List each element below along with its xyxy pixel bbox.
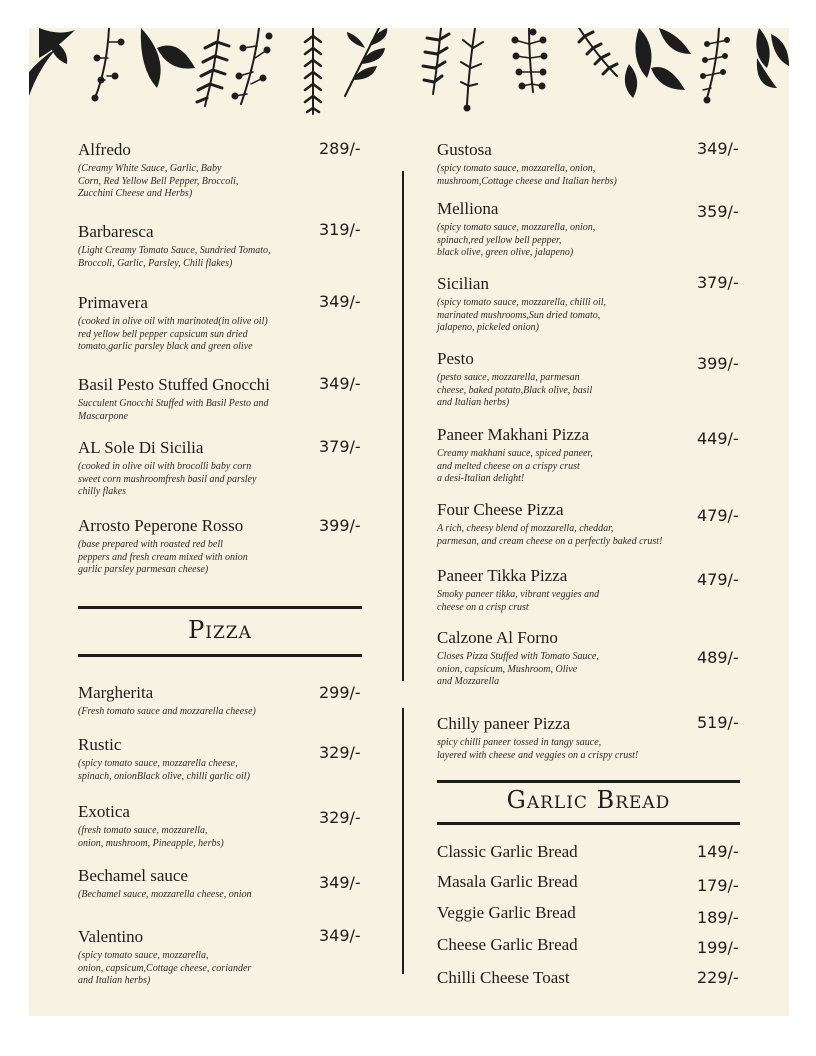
menu-item-price: 379/-: [319, 437, 361, 456]
menu-item-name: Barbaresca: [78, 222, 154, 241]
menu-item: [78, 140, 238, 201]
menu-item-name: Melliona: [437, 199, 499, 218]
menu-item-price: 489/-: [697, 648, 739, 667]
menu-item-description: (pesto sauce, mozzarella, parmesan cheese, baked potato,Black olive, basil and Italian herbs): [437, 372, 593, 408]
menu-item-description: (base prepared with roasted red bell peppers and fresh cream mixed with onion garlic parsley parmesan cheese): [78, 539, 248, 575]
menu-item: [78, 802, 224, 850]
menu-item-name: Rustic: [78, 735, 122, 754]
menu-item: [437, 349, 592, 410]
menu-item-description: (cooked in olive oil with marinoted(in olive oil) red yellow bell pepper capsicum sun dried tomato,garlic parsley black and green olive: [78, 316, 268, 352]
botanical-leaves-icon: [29, 28, 789, 118]
menu-item-description: (Light Creamy Tomato Sauce, Sundried Tomato, Broccoli, Garlic, Parsley, Chili flakes): [78, 245, 271, 269]
menu-item-description: (spicy tomato sauce, mozzarella, onion, mushroom,Cottage cheese and Italian herbs): [437, 163, 617, 187]
column-divider-top: [402, 171, 404, 681]
menu-item-price: 449/-: [697, 429, 739, 448]
garlic-bread-section-title: Garlic Bread: [506, 786, 671, 814]
menu-item-description: Closes Pizza Stuffed with Tomato Sauce, onion, capsicum, Mushroom, Olive and Mozzarella: [437, 651, 599, 687]
menu-page: [29, 28, 789, 1016]
menu-item-price: 519/-: [697, 713, 739, 732]
menu-item-description: (fresh tomato sauce, mozzarella, onion, mushroom, Pineapple, herbs): [78, 825, 224, 849]
menu-item-name: Sicilian: [437, 274, 489, 293]
menu-item: [78, 683, 256, 719]
menu-item-price: 349/-: [697, 139, 739, 158]
menu-item-name: Masala Garlic Bread: [437, 872, 578, 891]
menu-item-name: Classic Garlic Bread: [437, 842, 578, 861]
menu-item-description: (Bechamel sauce, mozzarella cheese, onion: [78, 889, 252, 900]
menu-item: [437, 935, 578, 955]
menu-item: [437, 968, 570, 988]
pizza-title-bottom-rule: [78, 654, 362, 657]
menu-item-price: 399/-: [319, 516, 361, 535]
menu-item-price: 319/-: [319, 220, 361, 239]
menu-item-name: Calzone Al Forno: [437, 628, 558, 647]
menu-item: [78, 222, 271, 270]
menu-item-name: Veggie Garlic Bread: [437, 903, 576, 922]
menu-item: [437, 199, 595, 260]
menu-item-description: Smoky paneer tikka, vibrant veggies and cheese on a crisp crust: [437, 589, 600, 613]
menu-item-price: 299/-: [319, 683, 361, 702]
garlic-title-bottom-rule: [437, 822, 740, 825]
menu-item-name: Chilly paneer Pizza: [437, 714, 571, 733]
garlic-title-top-rule: [437, 780, 740, 783]
menu-item: [78, 735, 250, 783]
menu-item-name: Pesto: [437, 349, 474, 368]
menu-item-name: Margherita: [78, 683, 154, 702]
menu-item-price: 379/-: [697, 273, 739, 292]
menu-item-price: 399/-: [697, 354, 739, 373]
menu-item-description: (spicy tomato sauce, mozzarella, chilli oil, marinated mushrooms,Sun dried tomato, jalapeno, pickeled onion): [437, 297, 607, 333]
menu-item-name: Basil Pesto Stuffed Gnocchi: [78, 375, 270, 394]
menu-item: [437, 628, 599, 689]
menu-item-price: 329/-: [319, 808, 361, 827]
pizza-section-title: Pizza: [188, 616, 252, 644]
menu-item: [437, 872, 578, 892]
menu-item-name: Gustosa: [437, 140, 492, 159]
menu-item-name: Arrosto Peperone Rosso: [78, 516, 244, 535]
menu-item-description: (spicy tomato sauce, mozzarella, onion, capsicum,Cottage cheese, coriander and Italian herbs): [78, 950, 252, 986]
menu-item-price: 479/-: [697, 570, 739, 589]
menu-item-name: Chilli Cheese Toast: [437, 968, 570, 987]
menu-item-name: Paneer Tikka Pizza: [437, 566, 568, 585]
menu-item-name: Cheese Garlic Bread: [437, 935, 578, 954]
menu-item-description: Creamy makhani sauce, spiced paneer, and melted cheese on a crispy crust a desi-Italian delight!: [437, 448, 593, 484]
menu-item: [78, 438, 256, 499]
menu-item-description: Succulent Gnocchi Stuffed with Basil Pesto and Mascarpone: [78, 398, 269, 422]
menu-item: [437, 842, 578, 862]
menu-item: [437, 274, 606, 335]
menu-item-name: Valentino: [78, 927, 144, 946]
menu-item-price: 149/-: [697, 842, 739, 861]
menu-item: [78, 293, 268, 354]
menu-item: [437, 425, 593, 486]
menu-item-description: A rich, cheesy blend of mozzarella, cheddar, parmesan, and cream cheese on a perfectly baked crust!: [437, 523, 663, 547]
menu-item-name: Exotica: [78, 802, 130, 821]
menu-item-description: (Fresh tomato sauce and mozzarella cheese): [78, 706, 256, 717]
menu-item-price: 349/-: [319, 374, 361, 393]
menu-item-price: 199/-: [697, 938, 739, 957]
menu-item-description: (spicy tomato sauce, mozzarella, onion, spinach,red yellow bell pepper, black olive, green olive, jalapeno): [437, 222, 596, 258]
menu-item-description: (spicy tomato sauce, mozzarella cheese, spinach, onionBlack olive, chilli garlic oil): [78, 758, 250, 782]
column-divider-bottom: [402, 708, 404, 974]
menu-item-name: Bechamel sauce: [78, 866, 188, 885]
menu-item: [78, 866, 251, 902]
menu-item-price: 229/-: [697, 968, 739, 987]
menu-item: [78, 927, 251, 988]
menu-item-price: 189/-: [697, 908, 739, 927]
menu-item-price: 349/-: [319, 292, 361, 311]
menu-item-name: AL Sole Di Sicilia: [78, 438, 204, 457]
menu-item-price: 289/-: [319, 139, 361, 158]
menu-item-name: Alfredo: [78, 140, 131, 159]
pizza-title-top-rule: [78, 606, 362, 609]
menu-item: [78, 375, 270, 423]
menu-item-name: Primavera: [78, 293, 148, 312]
menu-item-description: (Creamy White Sauce, Garlic, Baby Corn, Red Yellow Bell Pepper, Broccoli, Zucchini Cheese and Herbs): [78, 163, 239, 199]
menu-item-price: 329/-: [319, 743, 361, 762]
menu-item: [437, 140, 617, 188]
menu-item: [437, 500, 662, 548]
menu-item-name: Four Cheese Pizza: [437, 500, 564, 519]
menu-item-price: 349/-: [319, 926, 361, 945]
menu-item-price: 179/-: [697, 876, 739, 895]
menu-item: [437, 566, 599, 614]
menu-item-price: 479/-: [697, 506, 739, 525]
menu-item-description: (cooked in olive oil with brocolli baby corn sweet corn mushroomfresh basil and parsley chilly flakes: [78, 461, 257, 497]
menu-item: [437, 903, 576, 923]
menu-item-name: Paneer Makhani Pizza: [437, 425, 589, 444]
menu-item: [437, 714, 638, 762]
menu-item-price: 359/-: [697, 202, 739, 221]
menu-item-price: 349/-: [319, 873, 361, 892]
menu-item-description: spicy chilli paneer tossed in tangy sauce, layered with cheese and veggies on a crispy crust!: [437, 737, 639, 761]
menu-item: [78, 516, 248, 577]
